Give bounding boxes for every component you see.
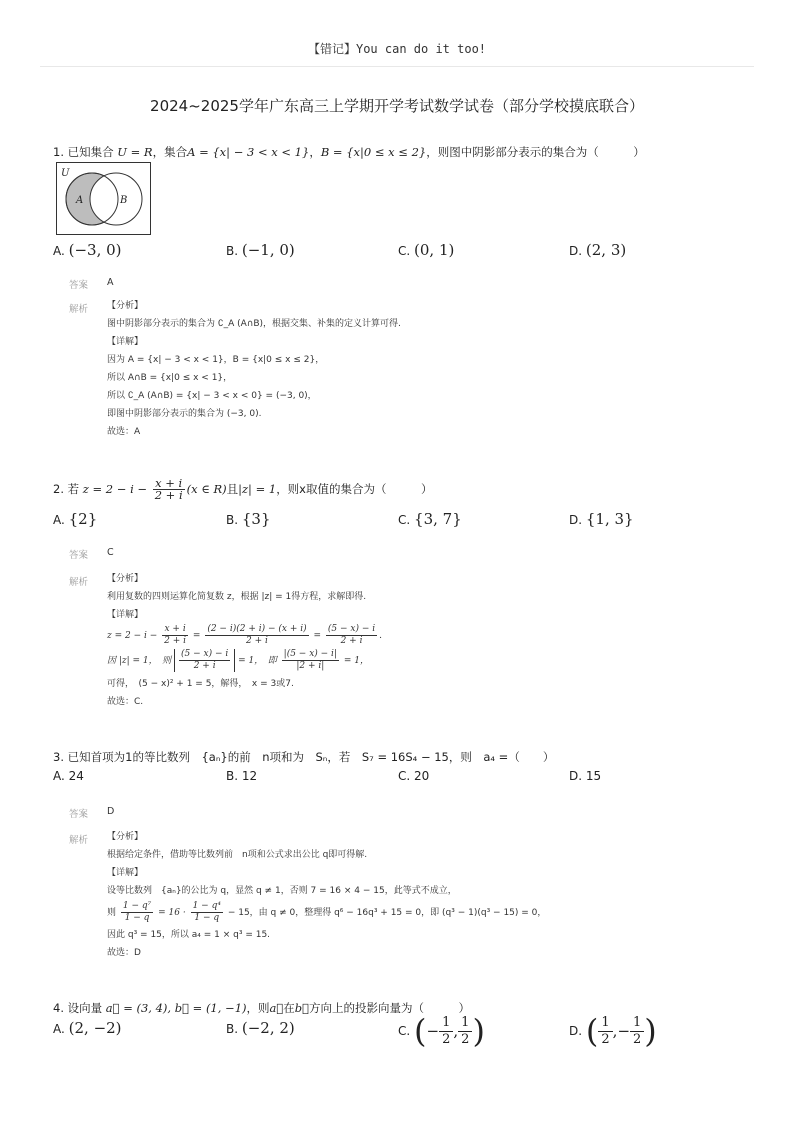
fraction-numerator: 1 [598,1015,612,1032]
question-1 [53,144,645,160]
option-label: A. [53,1022,65,1036]
explanation-line: 故选：D [107,948,141,958]
q2-explanation-top [107,570,366,624]
q1-math-a: A = {x| − 3 < x < 1} [187,145,310,159]
q4-vector-b: b⃗ [294,1001,310,1015]
q4-vectors: a⃗ = (3, 4), b⃗ = (1, −1) [105,1001,247,1015]
q2-option-c[interactable] [398,510,462,528]
q4-number: 4. [53,1001,64,1015]
q4-text-2: ，则 [246,1001,270,1015]
q1-answer: A [107,277,114,288]
option-label: B. [226,769,239,783]
section-fenxi: 【分析】 [107,832,144,842]
option-label: C. [398,769,411,783]
section-xiangjie: 【详解】 [107,610,144,620]
option-sign: − [617,1022,631,1040]
left-paren: ( [585,1012,599,1050]
eq-text: = [192,631,201,641]
q2-text-3: ，则x取值的集合为（ ） [276,482,433,496]
q2-fraction [153,478,185,501]
fraction-numerator: x + i [153,478,185,490]
q1-option-a[interactable] [53,241,122,259]
q3-explanation-eq [107,901,546,924]
q2-domain: (x ∈ R) [186,482,227,496]
explanation-line: 因此 q³ = 15，所以 a₄ = 1 × q³ = 15. [107,930,271,940]
option-value: (0, 1) [414,241,455,259]
right-paren: ) [472,1012,485,1050]
fraction-denominator: 2 [461,1031,470,1047]
option-value: {3, 7} [414,510,462,528]
venn-label-a: A [76,195,84,206]
modulus-bars [174,649,235,672]
fraction-numerator: 1 − q⁷ [122,901,152,911]
header-divider [40,66,754,67]
q3-explanation-bottom [107,926,270,962]
q1-text-3: ， [309,145,321,159]
q1-text-2: ，集合 [152,145,188,159]
q3-explanation-top [107,828,457,900]
fraction-denominator: 2 + i [246,636,268,646]
fraction-denominator: 2 [601,1031,610,1047]
fraction-numerator: (2 − i)(2 + i) − (x + i) [207,624,307,634]
q4-option-a[interactable] [53,1019,122,1037]
question-3 [53,749,554,765]
eq-text: = 1， [343,656,369,666]
q2-text-2: 且 [226,482,239,496]
eq-fraction [191,901,223,924]
option-value: 20 [414,769,430,783]
q2-number: 2. [53,482,64,496]
option-value: (−1, 0) [241,241,295,259]
eq-fraction [282,649,339,672]
eq-text: = [313,631,322,641]
q4-text-3: 在 [283,1001,295,1015]
fraction-numerator: 1 − q⁴ [192,901,221,911]
q3-option-c[interactable] [398,769,429,783]
q1-text-4: ，则图中阴影部分表示的集合为（ ） [426,145,645,159]
section-fenxi: 【分析】 [107,574,144,584]
option-label: D. [569,244,583,258]
q1-option-c[interactable] [398,241,454,259]
option-label: D. [569,1024,583,1038]
option-value: 24 [68,769,84,783]
q4-vector-a: a⃗ [269,1001,284,1015]
option-label: C. [398,244,411,258]
fraction-numerator: 1 [630,1015,644,1032]
option-value: 15 [585,769,602,783]
fraction-denominator: 2 + i [164,636,187,646]
option-value: {1, 3} [585,510,634,528]
eq-text: 因 |z| = 1， 则 [107,656,172,666]
q2-option-b[interactable] [226,510,271,528]
explanation-line: 因为 A = {x| − 3 < x < 1}，B = {x|0 ≤ x ≤ 2}， [107,355,325,365]
q3-text: 已知首项为1的等比数列 {aₙ}的前 n项和为 Sₙ，若 S₇ = 16S₄ − 15，则 a₄ =（ ） [67,750,555,764]
explanation-line: 利用复数的四则运算化简复数 z，根据 |z| = 1得方程，求解即得. [107,592,367,602]
q1-option-d[interactable] [569,241,626,259]
eq-text: = 1， 即 [238,656,277,666]
venn-label-b: B [120,195,128,206]
section-xiangjie: 【详解】 [107,868,144,878]
fraction-denominator: 2 + i [340,636,363,646]
q2-math-lhs: z = 2 − i − [82,482,148,496]
option-sign: − [426,1022,440,1040]
eq-fraction [205,624,308,647]
option-label: C. [398,513,411,527]
explanation-line: 所以 A∩B = {x|0 ≤ x < 1}， [107,373,233,383]
option-fraction [598,1015,612,1048]
q4-option-b[interactable] [226,1019,295,1037]
fraction-denominator: 2 [633,1031,642,1047]
option-comma: , [612,1022,618,1040]
fraction-denominator: 1 − q [124,913,150,923]
eq-fraction [121,901,153,924]
option-fraction [630,1015,644,1048]
option-label: B. [226,513,239,527]
q4-option-d[interactable] [569,1012,657,1050]
fraction-numerator: 1 [439,1015,453,1032]
explanation-line: 可得， (5 − x)² + 1 = 5，解得， x = 3或7. [107,679,294,689]
q1-number: 1. [53,145,64,159]
answer-label: 答案 [69,550,89,561]
venn-diagram [56,162,152,236]
analysis-label: 解析 [69,577,89,588]
q3-number: 3. [53,750,64,764]
q1-option-b[interactable] [226,241,295,259]
option-value: {2} [68,510,98,528]
venn-label-u: U [61,168,70,179]
explanation-line: 故选：C. [107,697,144,707]
analysis-label: 解析 [69,304,89,315]
q2-explanation-bottom [107,675,294,711]
right-paren: ) [644,1012,657,1050]
exam-title: 2024~2025学年广东高三上学期开学考试数学试卷（部分学校摸底联合） [150,97,644,115]
explanation-line: 故选：A [107,427,141,437]
eq-text: 则 [107,908,117,918]
q3-option-a[interactable] [53,769,84,783]
option-fraction [439,1015,453,1048]
q2-explanation-eq2 [107,649,369,672]
q2-modulus: |z| = 1 [238,482,277,496]
fraction-denominator: 2 [442,1031,451,1047]
eq-text: = 16 · [158,908,186,918]
q2-option-a[interactable] [53,510,97,528]
q3-answer: D [107,806,115,817]
q2-answer: C [107,547,114,558]
q1-math-b: B = {x|0 ≤ x ≤ 2} [320,145,427,159]
fraction-denominator: |2 + i| [296,661,325,671]
q2-explanation-eq1 [107,624,382,647]
fraction-denominator: 2 + i [193,661,216,671]
fraction-numerator: 1 [458,1015,472,1032]
section-fenxi: 【分析】 [107,301,144,311]
q3-option-b[interactable] [226,769,257,783]
question-2 [53,478,433,501]
fraction-numerator: x + i [162,624,188,636]
q4-text-1: 设向量 [67,1001,103,1015]
fraction-denominator: 1 − q [194,913,220,923]
section-xiangjie: 【详解】 [107,337,144,347]
option-comma: , [453,1022,459,1040]
option-label: C. [398,1024,411,1038]
explanation-line: 根据给定条件，借助等比数列前 n项和公式求出公比 q即可得解. [107,850,368,860]
explanation-line: 即图中阴影部分表示的集合为 (−3, 0). [107,409,262,419]
option-value: {3} [241,510,271,528]
eq-text: − 15，由 q ≠ 0，整理得 q⁶ − 16q³ + 15 = 0，即 (q³ − 1)(q³ − 15) = 0， [227,908,547,918]
explanation-line: 图中阴影部分表示的集合为 ∁_A (A∩B)，根据交集、补集的定义计算可得. [107,319,401,329]
q4-option-c[interactable] [398,1012,485,1050]
option-label: B. [226,1022,239,1036]
fraction-numerator: (5 − x) − i [181,649,229,659]
option-value: 12 [241,769,258,783]
eq-fraction [179,649,230,672]
eq-text: z = 2 − i − [107,631,158,641]
option-fraction [458,1015,472,1048]
venn-set-b [90,173,142,225]
q1-text-1: 已知集合 [67,145,114,159]
q1-math-u: U = R [117,145,153,159]
option-value: (−2, 2) [241,1019,295,1037]
explanation-line: 设等比数列 {aₙ}的公比为 q，显然 q ≠ 1，否则 7 = 16 × 4 − 15，此等式不成立， [107,886,457,896]
fraction-denominator: 2 + i [154,488,183,502]
q3-option-d[interactable] [569,769,601,783]
option-label: D. [569,513,583,527]
option-label: A. [53,769,65,783]
q2-option-d[interactable] [569,510,634,528]
fraction-numerator: |(5 − x) − i| [283,649,337,659]
option-label: B. [226,244,239,258]
option-value: (2, 3) [585,241,627,259]
fraction-numerator: (5 − x) − i [327,624,376,634]
option-value: (−3, 0) [68,241,122,259]
answer-label: 答案 [69,809,89,820]
explanation-line: 所以 ∁_A (A∩B) = {x| − 3 < x < 0} = (−3, 0)， [107,391,317,401]
analysis-label: 解析 [69,835,89,846]
answer-label: 答案 [69,280,89,291]
q2-text-1: 若 [67,482,80,496]
left-paren: ( [414,1012,427,1050]
option-value: (2, −2) [68,1019,122,1037]
page-header: 【错记】You can do it too! [307,42,487,56]
eq-text: . [379,631,383,641]
q1-explanation [107,297,401,441]
option-label: D. [569,769,583,783]
option-label: A. [53,513,65,527]
eq-fraction [162,624,188,647]
q4-text-4: 方向上的投影向量为（ ） [309,1001,471,1015]
option-label: A. [53,244,65,258]
eq-fraction [326,624,377,647]
